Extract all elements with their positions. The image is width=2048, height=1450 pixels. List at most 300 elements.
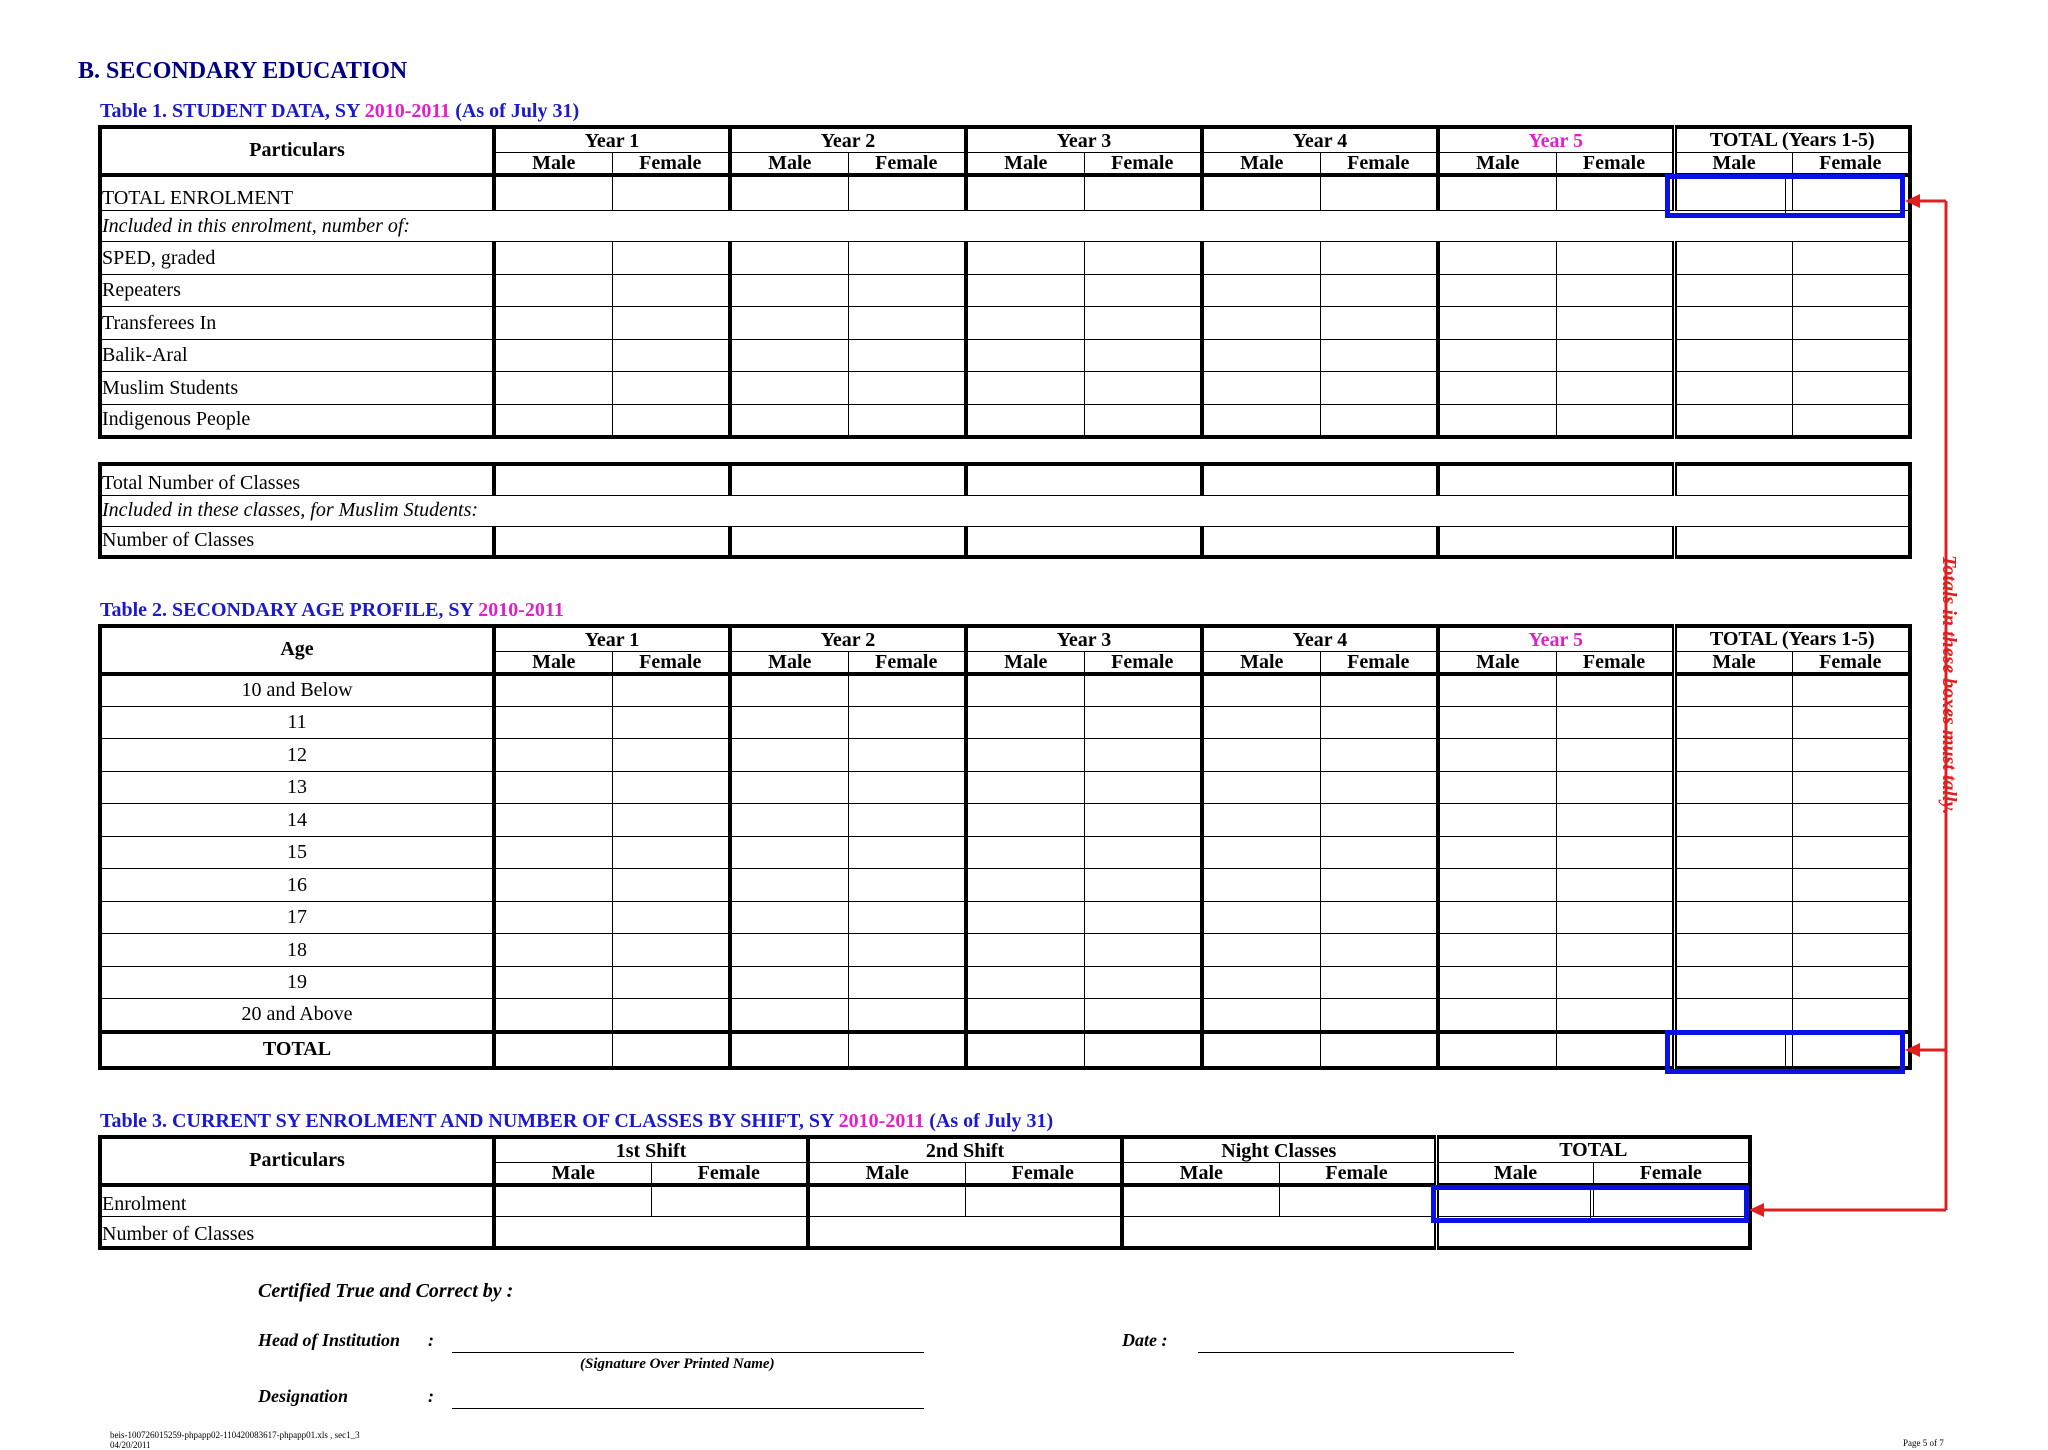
input-cell[interactable] bbox=[730, 869, 848, 902]
row-muslim bbox=[100, 372, 1910, 405]
input-cell[interactable] bbox=[1202, 999, 1320, 1032]
male-label: Male bbox=[966, 153, 1084, 175]
input-cell[interactable] bbox=[1556, 999, 1674, 1032]
input-cell[interactable] bbox=[848, 405, 966, 437]
input-cell[interactable] bbox=[612, 967, 730, 999]
input-cell[interactable] bbox=[730, 526, 966, 557]
footer-file: beis-100726015259-phpapp02-110420083617-phpapp01.xls , sec1_3 bbox=[110, 1430, 360, 1440]
input-cell[interactable] bbox=[1556, 967, 1674, 999]
input-cell[interactable] bbox=[1438, 772, 1556, 804]
input-cell[interactable] bbox=[1438, 902, 1556, 934]
row-label: Indigenous People bbox=[100, 405, 494, 437]
input-cell[interactable] bbox=[1084, 837, 1202, 869]
signature-caption: (Signature Over Printed Name) bbox=[580, 1356, 775, 1372]
table1-caption-suffix: (As of July 31) bbox=[450, 100, 580, 122]
input-cell[interactable] bbox=[1438, 934, 1556, 967]
input-cell[interactable] bbox=[730, 464, 966, 495]
input-cell[interactable] bbox=[966, 405, 1084, 437]
input-cell[interactable] bbox=[966, 674, 1084, 707]
input-cell[interactable] bbox=[848, 175, 966, 211]
female-label: Female bbox=[1792, 153, 1910, 175]
input-cell[interactable] bbox=[494, 869, 612, 902]
input-cell[interactable] bbox=[494, 739, 612, 772]
input-cell[interactable] bbox=[1320, 175, 1438, 211]
input-cell[interactable] bbox=[966, 869, 1084, 902]
row-indigenous bbox=[100, 405, 1910, 437]
male-label: Male bbox=[494, 1163, 651, 1185]
age-row bbox=[100, 837, 1910, 869]
input-cell[interactable] bbox=[848, 934, 966, 967]
input-cell[interactable] bbox=[966, 707, 1084, 739]
input-cell[interactable] bbox=[1556, 275, 1674, 307]
male-label: Male bbox=[494, 153, 612, 175]
input-cell[interactable] bbox=[1438, 869, 1556, 902]
input-cell[interactable] bbox=[494, 242, 612, 275]
input-cell[interactable] bbox=[730, 405, 848, 437]
input-cell[interactable] bbox=[730, 934, 848, 967]
age-row bbox=[100, 739, 1910, 772]
input-cell[interactable] bbox=[1320, 837, 1438, 869]
input-cell[interactable] bbox=[494, 405, 612, 437]
input-cell[interactable] bbox=[1084, 175, 1202, 211]
input-cell[interactable] bbox=[848, 242, 966, 275]
input-cell[interactable] bbox=[966, 902, 1084, 934]
date-label: Date : bbox=[1122, 1330, 1168, 1350]
input-cell[interactable] bbox=[848, 275, 966, 307]
input-cell[interactable] bbox=[612, 674, 730, 707]
input-cell[interactable] bbox=[1202, 307, 1320, 340]
input-cell[interactable] bbox=[808, 1217, 1122, 1248]
age-label: 17 bbox=[100, 902, 494, 934]
input-cell[interactable] bbox=[612, 707, 730, 739]
input-cell[interactable] bbox=[848, 902, 966, 934]
row-label: Number of Classes bbox=[100, 1217, 494, 1248]
input-cell[interactable] bbox=[966, 1032, 1084, 1068]
age-row bbox=[100, 967, 1910, 999]
input-cell[interactable] bbox=[612, 739, 730, 772]
input-cell[interactable] bbox=[1556, 869, 1674, 902]
tally-note: Totals in these boxes must tally. bbox=[1938, 555, 1960, 815]
classes-table bbox=[98, 462, 1912, 559]
age-label: 10 and Below bbox=[100, 674, 494, 707]
female-label: Female bbox=[965, 1163, 1122, 1185]
table3-caption bbox=[100, 1110, 1053, 1133]
input-cell[interactable] bbox=[1084, 739, 1202, 772]
row-balik-aral bbox=[100, 340, 1910, 372]
row-total-classes bbox=[100, 464, 1910, 495]
input-cell[interactable] bbox=[848, 999, 966, 1032]
input-cell[interactable] bbox=[1320, 275, 1438, 307]
input-cell[interactable] bbox=[1320, 674, 1438, 707]
input-cell[interactable] bbox=[1438, 526, 1674, 557]
input-cell[interactable] bbox=[1320, 772, 1438, 804]
input-cell[interactable] bbox=[966, 307, 1084, 340]
input-cell[interactable] bbox=[1202, 707, 1320, 739]
input-cell[interactable] bbox=[1438, 307, 1556, 340]
input-cell[interactable] bbox=[966, 837, 1084, 869]
age-header: Age bbox=[100, 626, 494, 674]
input-cell[interactable] bbox=[966, 464, 1202, 495]
input-cell[interactable] bbox=[848, 967, 966, 999]
input-cell[interactable] bbox=[730, 307, 848, 340]
input-cell[interactable] bbox=[1556, 175, 1674, 211]
input-cell[interactable] bbox=[612, 902, 730, 934]
student-data-table bbox=[98, 125, 1912, 439]
input-cell[interactable] bbox=[1084, 902, 1202, 934]
input-cell[interactable] bbox=[1084, 772, 1202, 804]
input-cell[interactable] bbox=[1556, 372, 1674, 405]
input-cell[interactable] bbox=[1438, 372, 1556, 405]
input-cell[interactable] bbox=[730, 175, 848, 211]
input-cell[interactable] bbox=[1202, 405, 1320, 437]
input-cell[interactable] bbox=[1556, 307, 1674, 340]
input-cell[interactable] bbox=[1084, 934, 1202, 967]
input-cell[interactable] bbox=[494, 372, 612, 405]
input-cell[interactable] bbox=[1202, 1032, 1320, 1068]
total-years-header: TOTAL (Years 1-5) bbox=[1674, 626, 1910, 652]
date-line[interactable] bbox=[1198, 1352, 1514, 1353]
input-cell[interactable] bbox=[730, 372, 848, 405]
input-cell[interactable] bbox=[1320, 372, 1438, 405]
table1-caption bbox=[100, 100, 579, 123]
input-cell[interactable] bbox=[848, 307, 966, 340]
input-cell[interactable] bbox=[612, 1032, 730, 1068]
input-cell[interactable] bbox=[966, 372, 1084, 405]
input-cell[interactable] bbox=[1556, 772, 1674, 804]
designation-label: Designation bbox=[258, 1386, 349, 1406]
input-cell[interactable] bbox=[1084, 869, 1202, 902]
male-label: Male bbox=[1436, 1163, 1593, 1185]
particulars-header: Particulars bbox=[100, 127, 494, 175]
female-label: Female bbox=[1320, 153, 1438, 175]
total-header: TOTAL bbox=[1436, 1137, 1750, 1163]
male-label: Male bbox=[1438, 652, 1556, 674]
input-cell[interactable] bbox=[1556, 242, 1674, 275]
arrow-head bbox=[1749, 1203, 1764, 1217]
input-cell[interactable] bbox=[1438, 1032, 1556, 1068]
input-cell[interactable] bbox=[730, 999, 848, 1032]
row-label: Number of Classes bbox=[100, 526, 494, 557]
footer-page: Page 5 of 7 bbox=[1903, 1438, 1944, 1448]
input-cell[interactable] bbox=[1438, 804, 1556, 837]
age-label: 16 bbox=[100, 869, 494, 902]
age-row bbox=[100, 999, 1910, 1032]
input-cell[interactable] bbox=[1084, 1032, 1202, 1068]
input-cell[interactable] bbox=[808, 1185, 965, 1217]
input-cell[interactable] bbox=[1320, 307, 1438, 340]
input-cell[interactable] bbox=[966, 526, 1202, 557]
input-cell[interactable] bbox=[966, 739, 1084, 772]
input-cell[interactable] bbox=[848, 340, 966, 372]
input-cell[interactable] bbox=[1438, 707, 1556, 739]
input-cell[interactable] bbox=[848, 739, 966, 772]
age-label: 13 bbox=[100, 772, 494, 804]
input-cell[interactable] bbox=[1438, 739, 1556, 772]
input-cell[interactable] bbox=[1202, 175, 1320, 211]
age-row bbox=[100, 869, 1910, 902]
input-cell[interactable] bbox=[1320, 804, 1438, 837]
input-cell[interactable] bbox=[494, 967, 612, 999]
shift1-header: 1st Shift bbox=[494, 1137, 808, 1163]
input-cell[interactable] bbox=[966, 772, 1084, 804]
input-cell[interactable] bbox=[1084, 967, 1202, 999]
row-total-enrolment bbox=[100, 175, 1910, 211]
input-cell[interactable] bbox=[1438, 340, 1556, 372]
input-cell[interactable] bbox=[1438, 967, 1556, 999]
input-cell[interactable] bbox=[1320, 707, 1438, 739]
input-cell[interactable] bbox=[1438, 242, 1556, 275]
certified-label: Certified True and Correct by : bbox=[258, 1280, 514, 1302]
input-cell[interactable] bbox=[1556, 902, 1674, 934]
female-label: Female bbox=[612, 652, 730, 674]
table1-caption-year: 2010-2011 bbox=[364, 100, 451, 122]
input-cell[interactable] bbox=[612, 340, 730, 372]
input-cell[interactable] bbox=[965, 1185, 1122, 1217]
input-cell[interactable] bbox=[1556, 405, 1674, 437]
female-label: Female bbox=[1556, 153, 1674, 175]
input-cell[interactable] bbox=[848, 837, 966, 869]
input-cell[interactable] bbox=[1320, 242, 1438, 275]
male-label: Male bbox=[1674, 652, 1792, 674]
input-cell[interactable] bbox=[730, 674, 848, 707]
input-cell[interactable] bbox=[1202, 869, 1320, 902]
input-cell[interactable] bbox=[848, 772, 966, 804]
input-cell[interactable] bbox=[730, 275, 848, 307]
female-label: Female bbox=[848, 652, 966, 674]
input-cell[interactable] bbox=[1202, 902, 1320, 934]
input-cell[interactable] bbox=[494, 1185, 651, 1217]
female-label: Female bbox=[1792, 652, 1910, 674]
input-cell[interactable] bbox=[1084, 275, 1202, 307]
input-cell[interactable] bbox=[1556, 1032, 1674, 1068]
input-cell[interactable] bbox=[966, 242, 1084, 275]
input-cell[interactable] bbox=[1202, 772, 1320, 804]
input-cell[interactable] bbox=[730, 902, 848, 934]
input-cell[interactable] bbox=[494, 1032, 612, 1068]
table2-caption bbox=[100, 599, 564, 622]
input-cell[interactable] bbox=[848, 869, 966, 902]
input-cell[interactable] bbox=[1438, 464, 1674, 495]
input-cell[interactable] bbox=[730, 340, 848, 372]
age-label: 19 bbox=[100, 967, 494, 999]
input-cell[interactable] bbox=[494, 902, 612, 934]
input-cell[interactable] bbox=[494, 526, 730, 557]
input-cell[interactable] bbox=[1556, 674, 1674, 707]
row-label: Included in this enrolment, number of: bbox=[100, 211, 1910, 242]
age-row bbox=[100, 707, 1910, 739]
input-cell[interactable] bbox=[612, 405, 730, 437]
input-cell[interactable] bbox=[612, 837, 730, 869]
input-cell[interactable] bbox=[1556, 934, 1674, 967]
input-cell[interactable] bbox=[1556, 707, 1674, 739]
row-included-muslim bbox=[100, 495, 1910, 526]
input-cell[interactable] bbox=[1202, 242, 1320, 275]
input-cell[interactable] bbox=[494, 175, 612, 211]
head-signature-line[interactable] bbox=[452, 1352, 924, 1353]
input-cell[interactable] bbox=[848, 372, 966, 405]
input-cell[interactable] bbox=[1202, 340, 1320, 372]
input-cell[interactable] bbox=[651, 1185, 808, 1217]
input-cell[interactable] bbox=[730, 772, 848, 804]
input-cell[interactable] bbox=[1084, 999, 1202, 1032]
row-repeaters bbox=[100, 275, 1910, 307]
input-cell[interactable] bbox=[1438, 837, 1556, 869]
input-cell[interactable] bbox=[1320, 869, 1438, 902]
input-cell[interactable] bbox=[966, 999, 1084, 1032]
input-cell[interactable] bbox=[494, 464, 730, 495]
input-cell[interactable] bbox=[1320, 739, 1438, 772]
row-included bbox=[100, 211, 1910, 242]
input-cell[interactable] bbox=[1556, 837, 1674, 869]
input-cell[interactable] bbox=[1084, 674, 1202, 707]
input-cell[interactable] bbox=[612, 275, 730, 307]
input-cell[interactable] bbox=[1122, 1185, 1279, 1217]
age-label: 15 bbox=[100, 837, 494, 869]
input-cell[interactable] bbox=[1320, 967, 1438, 999]
input-cell[interactable] bbox=[848, 1032, 966, 1068]
input-cell[interactable] bbox=[612, 934, 730, 967]
year2-header: Year 2 bbox=[730, 127, 966, 153]
input-cell[interactable] bbox=[494, 674, 612, 707]
year3-header: Year 3 bbox=[966, 127, 1202, 153]
input-cell[interactable] bbox=[730, 967, 848, 999]
row-sped bbox=[100, 242, 1910, 275]
arrow-head bbox=[1905, 194, 1920, 208]
input-cell[interactable] bbox=[730, 1032, 848, 1068]
input-cell[interactable] bbox=[1084, 242, 1202, 275]
input-cell[interactable] bbox=[1202, 372, 1320, 405]
input-cell[interactable] bbox=[1084, 340, 1202, 372]
input-cell[interactable] bbox=[966, 934, 1084, 967]
input-cell[interactable] bbox=[612, 175, 730, 211]
input-cell[interactable] bbox=[612, 999, 730, 1032]
input-cell[interactable] bbox=[848, 674, 966, 707]
input-cell[interactable] bbox=[730, 707, 848, 739]
input-cell[interactable] bbox=[966, 340, 1084, 372]
input-cell[interactable] bbox=[966, 804, 1084, 837]
input-cell[interactable] bbox=[1202, 934, 1320, 967]
input-cell[interactable] bbox=[612, 772, 730, 804]
year1-header: Year 1 bbox=[494, 127, 730, 153]
row-label: Total Number of Classes bbox=[100, 464, 494, 495]
input-cell[interactable] bbox=[1084, 307, 1202, 340]
input-cell[interactable] bbox=[1320, 934, 1438, 967]
input-cell[interactable] bbox=[494, 275, 612, 307]
input-cell[interactable] bbox=[1084, 707, 1202, 739]
age-label: 18 bbox=[100, 934, 494, 967]
tally-arrow-connector bbox=[1745, 180, 1965, 1220]
input-cell[interactable] bbox=[612, 307, 730, 340]
input-cell[interactable] bbox=[612, 804, 730, 837]
input-cell[interactable] bbox=[730, 739, 848, 772]
input-cell[interactable] bbox=[1084, 372, 1202, 405]
input-cell[interactable] bbox=[848, 804, 966, 837]
row-label: SPED, graded bbox=[100, 242, 494, 275]
input-cell[interactable] bbox=[1084, 405, 1202, 437]
input-cell[interactable] bbox=[1320, 999, 1438, 1032]
input-cell[interactable] bbox=[494, 707, 612, 739]
input-cell[interactable] bbox=[1438, 275, 1556, 307]
input-cell[interactable] bbox=[1556, 340, 1674, 372]
input-cell[interactable] bbox=[1320, 1032, 1438, 1068]
arrow-head bbox=[1905, 1043, 1920, 1057]
age-row bbox=[100, 674, 1910, 707]
male-label: Male bbox=[1438, 153, 1556, 175]
input-cell[interactable] bbox=[1320, 902, 1438, 934]
female-label: Female bbox=[1556, 652, 1674, 674]
input-cell[interactable] bbox=[612, 869, 730, 902]
input-cell[interactable] bbox=[1438, 999, 1556, 1032]
input-cell[interactable] bbox=[1279, 1185, 1436, 1217]
input-cell[interactable] bbox=[1084, 804, 1202, 837]
input-cell[interactable] bbox=[1202, 275, 1320, 307]
age-row bbox=[100, 902, 1910, 934]
tally-box-divider bbox=[1590, 1190, 1591, 1218]
row-age-total bbox=[100, 1032, 1910, 1068]
input-cell[interactable] bbox=[1320, 340, 1438, 372]
input-cell[interactable] bbox=[1320, 405, 1438, 437]
input-cell[interactable] bbox=[730, 837, 848, 869]
input-cell[interactable] bbox=[730, 804, 848, 837]
input-cell[interactable] bbox=[494, 340, 612, 372]
input-cell[interactable] bbox=[1438, 405, 1556, 437]
input-cell[interactable] bbox=[1202, 804, 1320, 837]
shift2-header: 2nd Shift bbox=[808, 1137, 1122, 1163]
input-cell[interactable] bbox=[966, 175, 1084, 211]
designation-line[interactable] bbox=[452, 1408, 924, 1409]
row-transferees bbox=[100, 307, 1910, 340]
input-cell[interactable] bbox=[494, 772, 612, 804]
input-cell[interactable] bbox=[494, 837, 612, 869]
input-cell[interactable] bbox=[494, 934, 612, 967]
male-label: Male bbox=[808, 1163, 965, 1185]
input-cell[interactable] bbox=[612, 242, 730, 275]
input-cell[interactable] bbox=[966, 967, 1084, 999]
input-cell[interactable] bbox=[1438, 175, 1556, 211]
input-cell[interactable] bbox=[494, 999, 612, 1032]
row-label: TOTAL bbox=[100, 1032, 494, 1068]
input-cell[interactable] bbox=[848, 707, 966, 739]
input-cell[interactable] bbox=[1556, 804, 1674, 837]
input-cell[interactable] bbox=[966, 275, 1084, 307]
male-label: Male bbox=[1202, 652, 1320, 674]
input-cell[interactable] bbox=[730, 242, 848, 275]
male-label: Male bbox=[966, 652, 1084, 674]
head-label: Head of Institution bbox=[258, 1330, 401, 1350]
input-cell[interactable] bbox=[1202, 464, 1438, 495]
input-cell[interactable] bbox=[494, 804, 612, 837]
row-label: TOTAL ENROLMENT bbox=[100, 175, 494, 211]
input-cell[interactable] bbox=[612, 372, 730, 405]
table3-caption-prefix: Table 3. CURRENT SY ENROLMENT AND NUMBER OF CLASSES BY SHIFT, SY bbox=[100, 1110, 839, 1132]
input-cell[interactable] bbox=[1202, 967, 1320, 999]
input-cell[interactable] bbox=[494, 307, 612, 340]
input-cell[interactable] bbox=[1122, 1217, 1436, 1248]
male-label: Male bbox=[730, 652, 848, 674]
input-cell[interactable] bbox=[1438, 674, 1556, 707]
input-cell[interactable] bbox=[1202, 739, 1320, 772]
age-row bbox=[100, 772, 1910, 804]
row-label: Balik-Aral bbox=[100, 340, 494, 372]
male-label: Male bbox=[1202, 153, 1320, 175]
input-cell[interactable] bbox=[1202, 526, 1438, 557]
input-cell[interactable] bbox=[494, 1217, 808, 1248]
input-cell[interactable] bbox=[1556, 739, 1674, 772]
female-label: Female bbox=[651, 1163, 808, 1185]
year4-header: Year 4 bbox=[1202, 626, 1438, 652]
input-cell[interactable] bbox=[1202, 674, 1320, 707]
input-cell[interactable] bbox=[1202, 837, 1320, 869]
